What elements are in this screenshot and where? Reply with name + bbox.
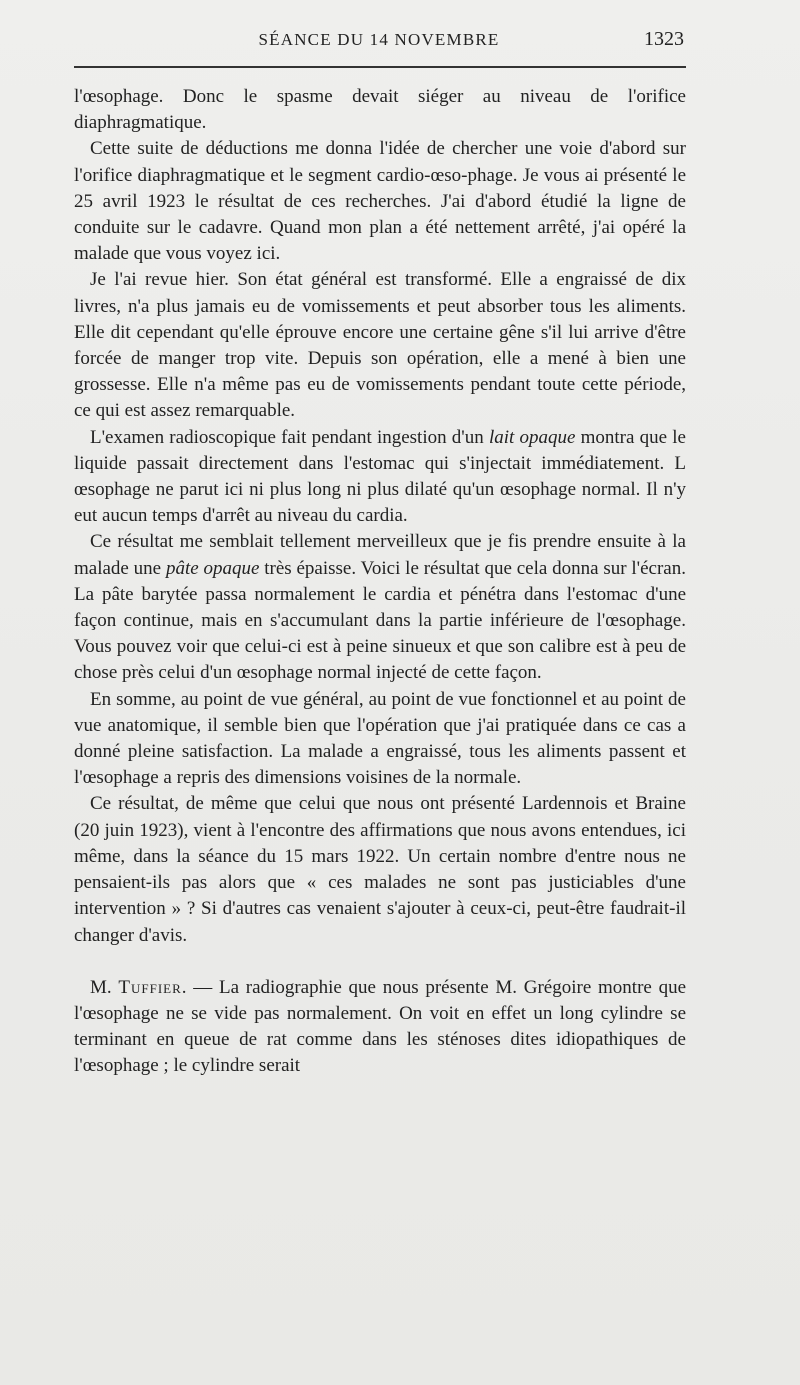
paragraph-2: Cette suite de déductions me donna l'idée de chercher une voie d'abord sur l'orifice diaphragmatique et le segment cardio-œso-phage. Je vous ai présenté le 25 avril 1923 le résultat de ces recherches. J'ai d'abord étudié la ligne de conduite sur le cadavre. Quand mon plan a été nettement arrêté, j'ai opéré la malade que vous voyez ici.	[74, 138, 686, 265]
paragraph-3: Je l'ai revue hier. Son état général est transformé. Elle a engraissé de dix livres, n'a plus jamais eu de vomissements et peut absorber tous les aliments. Elle dit cependant qu'elle éprouve encore une certaine gêne s'il lui arrive d'être forcée de manger trop vite. Depuis son opération, elle a mené à bien une grossesse. Elle n'a même pas eu de vomissements pendant toute cette période, ce qui est assez remarquable.	[74, 269, 686, 422]
paragraph-5	[74, 529, 686, 686]
paragraph-4-text-a: L'examen radioscopique fait pendant ingestion d'un	[90, 426, 489, 448]
header-rule	[74, 66, 686, 68]
speaker-name: Tuffier	[118, 976, 182, 998]
page-number: 1323	[644, 28, 684, 50]
paragraph-1: l'œsophage. Donc le spasme devait siéger au niveau de l'orifice diaphragmatique.	[74, 86, 686, 134]
speaker-paragraph	[74, 975, 686, 1080]
running-head: SÉANCE DU 14 NOVEMBRE	[258, 30, 500, 49]
paragraph-4-emphasis: lait opaque	[488, 426, 576, 448]
paragraph-7: Ce résultat, de même que celui que nous ont présenté Lardennois et Braine (20 juin 1923), vient à l'encontre des affirmations que nous avons entendues, ici même, dans la séance du 15 mars 1922. Un certain nombre d'entre nous ne pensaient-ils pas alors que « ces malades ne sont pas justiciables d'une intervention » ? Si d'autres cas venaient s'ajouter à ceux-ci, peut-être faudrait-il changer d'avis.	[74, 793, 686, 946]
paragraph-4	[74, 425, 686, 530]
body-text	[74, 84, 686, 1080]
paragraph-4-text-b: montra que le liquide passait directement dans l'estomac qui s'injectait immédiatement. L œsophage ne parut ici ni plus long ni plus dilaté qu'un œsophage normal. Il n'y eut aucun temps d'arrêt au niveau du cardia.	[74, 426, 686, 527]
speaker-text: . — La radiographie que nous présente M. Grégoire montre que l'œsophage ne se vide pas normalement. On voit en effet un long cylindre se terminant en queue de rat comme dans les sténoses dites idiopathiques de l'œsophage ; le cylindre serait	[74, 976, 686, 1077]
paragraph-5-text-b: très épaisse. Voici le résultat que cela donna sur l'écran. La pâte barytée passa normalement le cardia et pénétra dans l'estomac d'une façon continue, mais en s'accumulant dans la partie inférieure de l'œsophage. Vous pouvez voir que celui-ci est à peine sinueux et que son calibre est à peu de chose près celui d'un œsophage normal injecté de cette façon.	[74, 557, 686, 684]
paragraph-5-emphasis: pâte opaque	[165, 557, 260, 579]
paragraph-6: En somme, au point de vue général, au point de vue fonctionnel et au point de vue anatomique, il semble bien que l'opération que j'ai pratiquée dans ce cas a donné pleine satisfaction. La malade a engraissé, tous les aliments passent et l'œsophage a repris des dimensions voisines de la normale.	[74, 688, 686, 789]
page-header	[74, 28, 684, 58]
paragraph-5-text-a: Ce résultat me semblait tellement merveilleux que je fis prendre ensuite à la malade une	[74, 531, 686, 579]
speaker-title: M.	[90, 976, 119, 998]
